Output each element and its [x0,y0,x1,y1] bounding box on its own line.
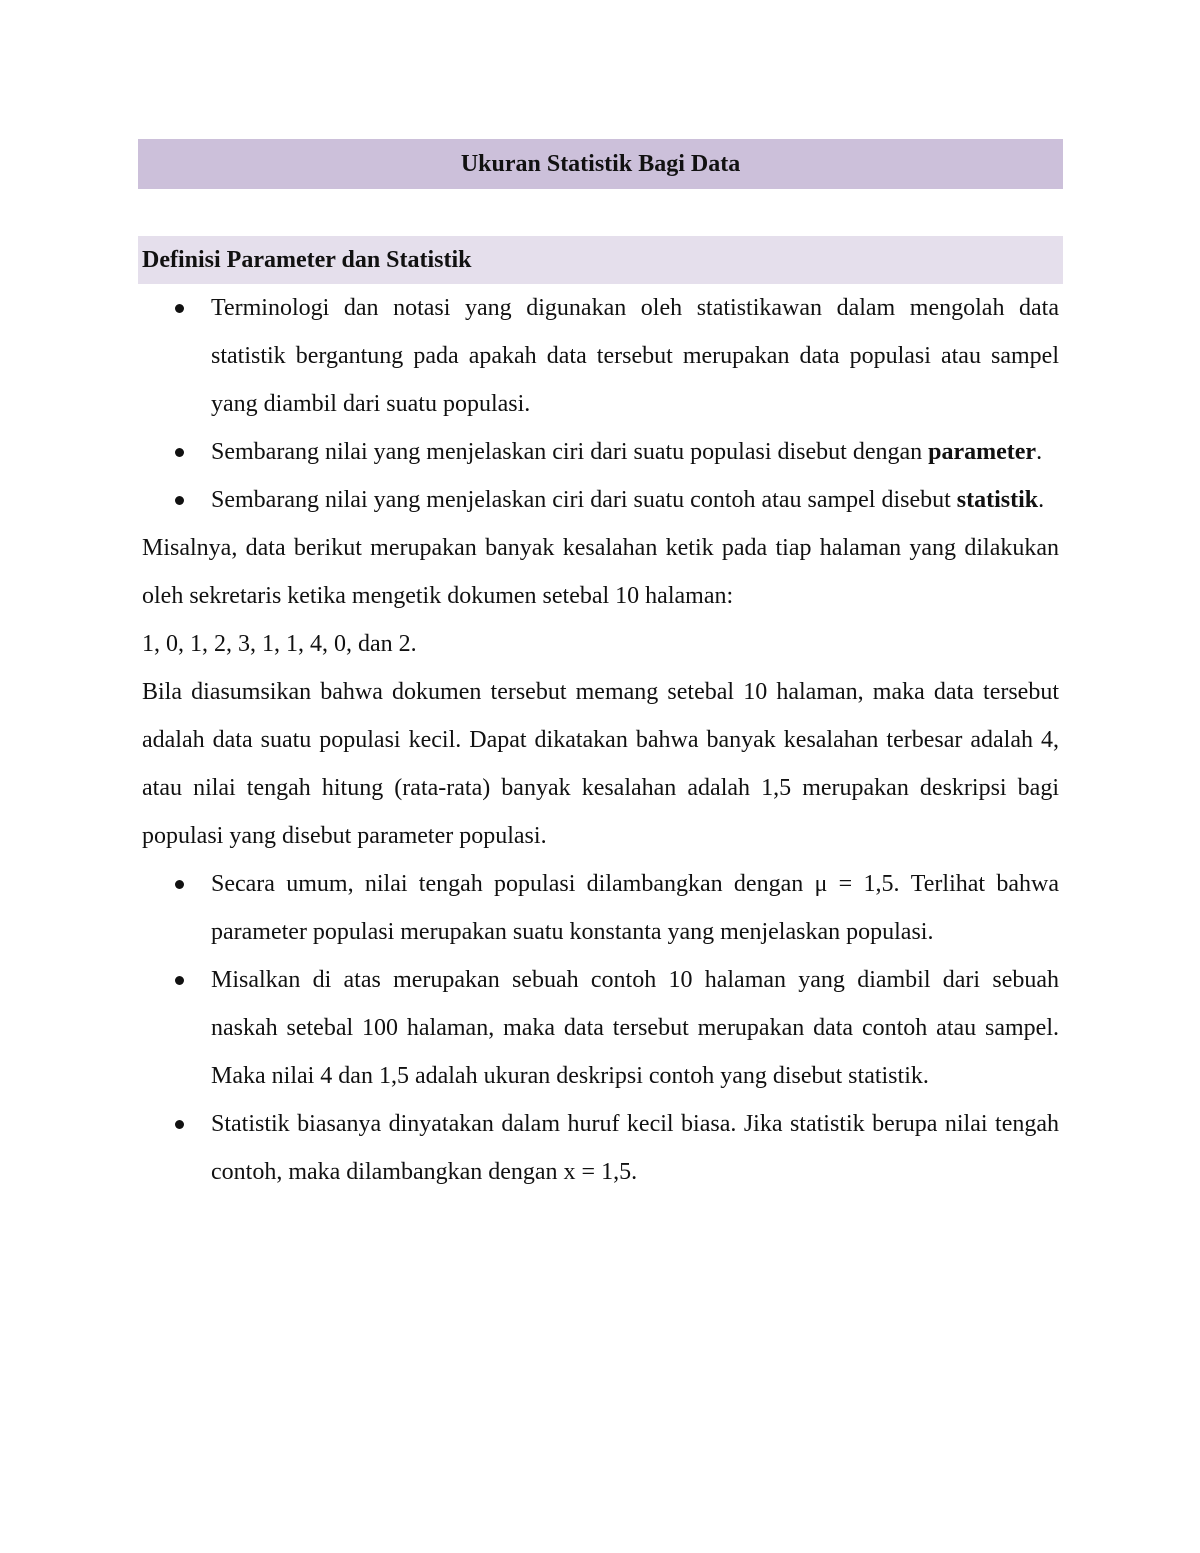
parameter-statistic-bullet-list [138,860,1063,1196]
population-paragraph: Bila diasumsikan bahwa dokumen tersebut memang setebal 10 halaman, maka data tersebut adalah data suatu populasi kecil. Dapat dikatakan bahwa banyak kesalahan terbesar adalah 4, atau nilai tengah hitung (rata-rata) banyak kesalahan adalah 1,5 merupakan deskripsi bagi populasi yang disebut parameter populasi. [142,679,1059,849]
list-item-text: Sembarang nilai yang menjelaskan ciri dari suatu contoh atau sampel disebut [211,487,957,513]
document-title [138,139,1063,189]
list-item-text: Misalkan di atas merupakan sebuah contoh 10 halaman yang diambil dari sebuah naskah setebal 100 halaman, maka data tersebut merupakan data contoh atau sampel. Maka nilai 4 dan 1,5 adalah ukuran deskripsi contoh yang disebut statistik. [211,967,1059,1089]
bullet-dot-icon [175,1120,184,1129]
list-item-end: . [1038,487,1045,513]
list-item-text: Sembarang nilai yang menjelaskan ciri dari suatu populasi disebut dengan [211,439,929,465]
bullet-dot-icon [175,976,184,985]
list-item [138,428,1063,476]
list-item [138,284,1063,428]
list-item [138,860,1063,956]
section-heading-text: Definisi Parameter dan Statistik [142,246,472,273]
document-title-text: Ukuran Statistik Bagi Data [460,150,741,177]
bullet-dot-icon [175,496,184,505]
example-paragraph: Misalnya, data berikut merupakan banyak kesalahan ketik pada tiap halaman yang dilakukan oleh sekretaris ketika mengetik dokumen setebal 10 halaman: [142,535,1059,609]
bullet-dot-icon [175,304,184,313]
data-values: 1, 0, 1, 2, 3, 1, 1, 4, 0, dan 2. [142,631,417,657]
bullet-dot-icon [175,880,184,889]
list-item [138,476,1063,524]
bullet-dot-icon [175,448,184,457]
list-item-text: Secara umum, nilai tengah populasi dilambangkan dengan μ = 1,5. Terlihat bahwa parameter populasi merupakan suatu konstanta yang menjelaskan populasi. [211,871,1059,945]
definition-bullet-list [138,284,1063,524]
document-body [138,139,1063,1196]
list-item-end: . [1036,439,1043,465]
list-item [138,956,1063,1100]
list-item [138,1100,1063,1196]
section-heading [138,236,1063,284]
list-item-text: Terminologi dan notasi yang digunakan oleh statistikawan dalam mengolah data statistik bergantung pada apakah data tersebut merupakan data populasi atau sampel yang diambil dari suatu populasi. [211,295,1059,417]
term-statistik: statistik [956,487,1039,513]
term-parameter: parameter [928,439,1037,465]
list-item-text: Statistik biasanya dinyatakan dalam huruf kecil biasa. Jika statistik berupa nilai tengah contoh, maka dilambangkan dengan x = 1,5. [211,1111,1059,1185]
